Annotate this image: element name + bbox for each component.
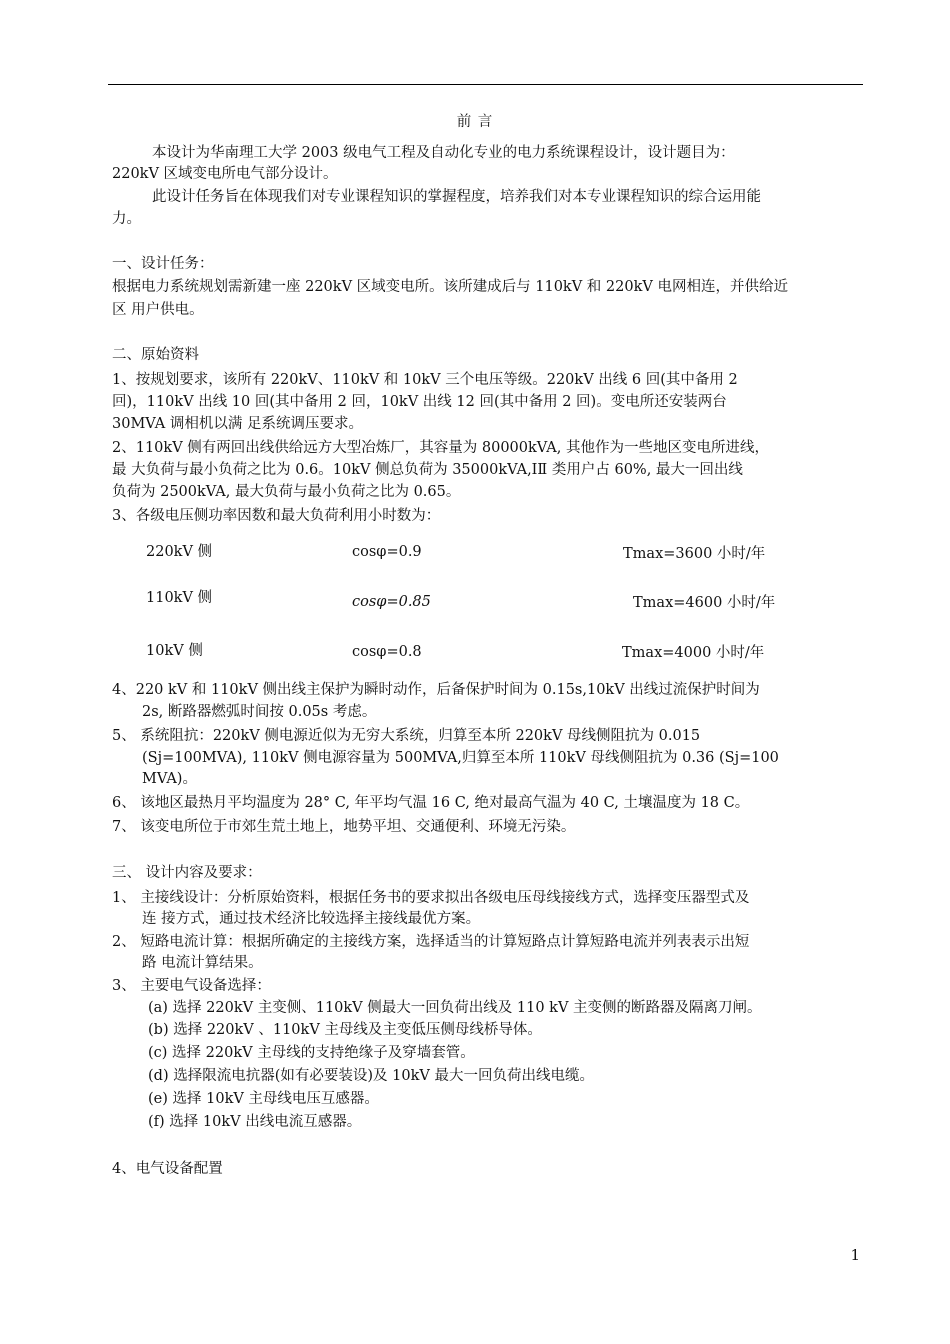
source-heading: 二、原始资料 [112, 347, 199, 363]
task-heading: 一、设计任务： [112, 256, 214, 272]
source-item-5-line-2: (Sj=100MVA), 110kV 侧电源容量为 500MVA,归算至本所 110kV 母线侧阻抗为 0.36 (Sj=100 [142, 750, 779, 766]
header-rule [108, 84, 863, 85]
preface-paragraph-1-line-1: 本设计为华南理工大学 2003 级电气工程及自动化专业的电力系统课程设计，设计题目为： [152, 145, 735, 161]
design-item-4: 4、电气设备配置 [112, 1161, 223, 1177]
design-sub-b: (b) 选择 220kV 、110kV 主母线及主变低压侧母线桥导体。 [148, 1022, 542, 1038]
design-item-2-line-1: 2、 短路电流计算：根据所确定的主接线方案，选择适当的计算短路点计算短路电流并列表表示出短 [112, 934, 750, 950]
design-item-3: 3、 主要电气设备选择： [112, 978, 271, 994]
source-item-5-line-1: 5、 系统阻抗：220kV 侧电源近似为无穷大系统，归算至本所 220kV 母线侧阻抗为 0.015 [112, 728, 701, 744]
source-item-5-line-3: MVA)。 [142, 771, 197, 787]
source-item-2-line-3: 负荷为 2500kVA, 最大负荷与最小负荷之比为 0.65。 [112, 484, 461, 500]
table-row-10-pf: cosφ=0.8 [352, 644, 422, 660]
preface-paragraph-2-line-2: 力。 [112, 211, 141, 227]
source-item-2-line-2: 最 大负荷与最小负荷之比为 0.6。10kV 侧总负荷为 35000kVA,IⅡ 类用户占 60%, 最大一回出线 [112, 462, 743, 478]
source-item-7: 7、 该变电所位于市郊生荒土地上，地势平坦、交通便利、环境无污染。 [112, 819, 576, 835]
source-item-4-line-2: 2s, 断路器燃弧时间按 0.05s 考虑。 [142, 704, 377, 720]
page-number: 1 [850, 1246, 860, 1264]
table-row-10-side: 10kV 侧 [146, 643, 203, 659]
preface-paragraph-1-line-2: 220kV 区域变电所电气部分设计。 [112, 166, 338, 182]
design-sub-f: (f) 选择 10kV 出线电流互感器。 [148, 1114, 362, 1130]
source-item-1-line-3: 30MVA 调相机以满 足系统调压要求。 [112, 416, 363, 432]
task-line-1: 根据电力系统规划需新建一座 220kV 区域变电所。该所建成后与 110kV 和 220kV 电网相连，并供给近 [112, 279, 788, 295]
design-item-1-line-1: 1、 主接线设计：分析原始资料，根据任务书的要求拟出各级电压母线接线方式，选择变压器型式及 [112, 890, 750, 906]
preface-title: 前 言 [456, 114, 494, 130]
preface-paragraph-2-line-1: 此设计任务旨在体现我们对专业课程知识的掌握程度，培养我们对本专业课程知识的综合运用能 [152, 189, 761, 205]
design-sub-d: (d) 选择限流电抗器(如有必要装设)及 10kV 最大一回负荷出线电缆。 [148, 1068, 594, 1084]
design-item-2-line-2: 路 电流计算结果。 [142, 955, 263, 971]
design-sub-a: (a) 选择 220kV 主变侧、110kV 侧最大一回负荷出线及 110 kV 主变侧的断路器及隔离刀闸。 [148, 1000, 762, 1016]
design-heading: 三、 设计内容及要求： [112, 865, 262, 881]
source-item-3: 3、各级电压侧功率因数和最大负荷利用小时数为： [112, 508, 441, 524]
design-sub-e: (e) 选择 10kV 主母线电压互感器。 [148, 1091, 379, 1107]
table-row-110-pf: cosφ=0.85 [352, 594, 431, 610]
table-row-110-side: 110kV 侧 [146, 590, 213, 606]
table-row-220-tmax: Tmax=3600 小时/年 [623, 546, 766, 562]
table-row-220-side: 220kV 侧 [146, 544, 213, 560]
task-line-2: 区 用户供电。 [112, 302, 204, 318]
design-item-1-line-2: 连 接方式，通过技术经济比较选择主接线最优方案。 [142, 911, 481, 927]
table-row-10-tmax: Tmax=4000 小时/年 [622, 645, 765, 661]
table-row-220-pf: cosφ=0.9 [352, 544, 422, 560]
source-item-6: 6、 该地区最热月平均温度为 28° C, 年平均气温 16 C, 绝对最高气温为 40 C, 土壤温度为 18 C。 [112, 795, 750, 811]
design-sub-c: (c) 选择 220kV 主母线的支持绝缘子及穿墙套管。 [148, 1045, 475, 1061]
source-item-2-line-1: 2、110kV 侧有两回出线供给远方大型冶炼厂，其容量为 80000kVA, 其他作为一些地区变电所进线， [112, 440, 769, 456]
table-row-110-tmax: Tmax=4600 小时/年 [633, 595, 776, 611]
source-item-1-line-1: 1、按规划要求，该所有 220kV、110kV 和 10kV 三个电压等级。220kV 出线 6 回(其中备用 2 [112, 372, 738, 388]
source-item-4-line-1: 4、220 kV 和 110kV 侧出线主保护为瞬时动作，后备保护时间为 0.15s,10kV 出线过流保护时间为 [112, 682, 760, 698]
source-item-1-line-2: 回)，110kV 出线 10 回(其中备用 2 回，10kV 出线 12 回(其中备用 2 回)。变电所还安装两台 [112, 394, 727, 410]
